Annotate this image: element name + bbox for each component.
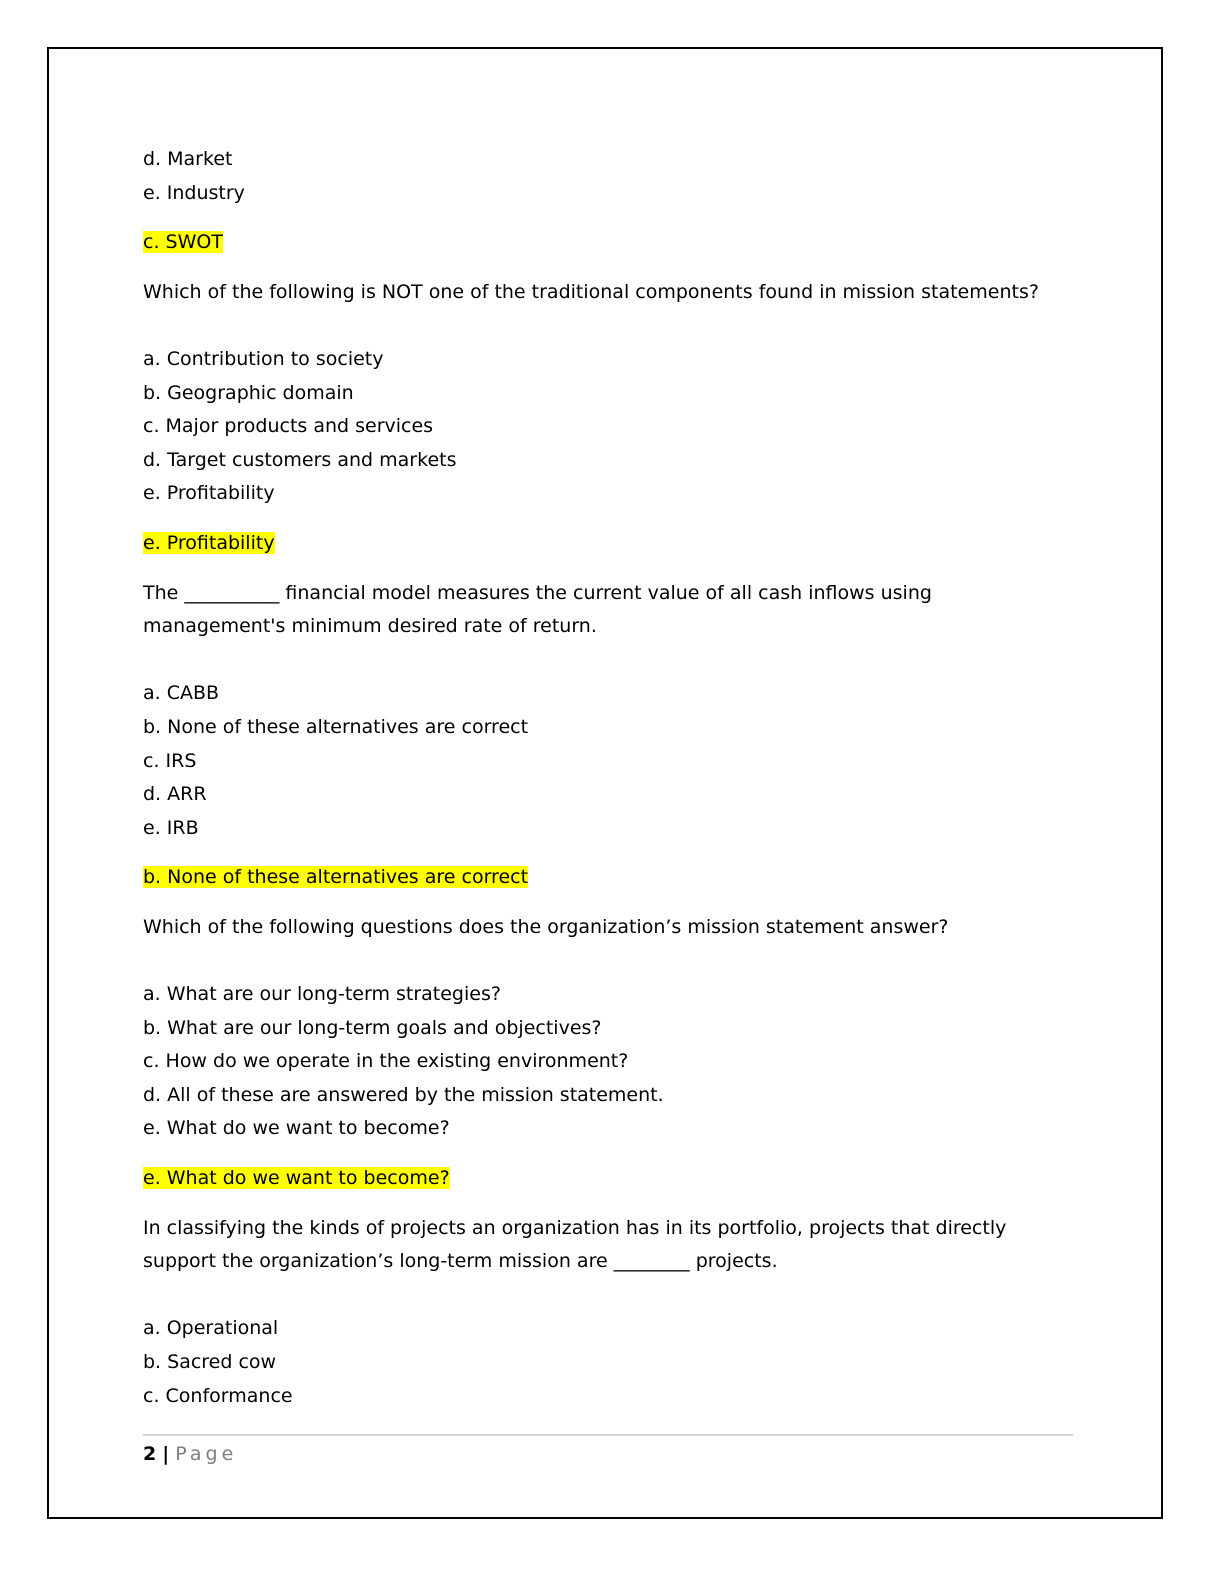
option-text: c. Major products and services [143, 415, 434, 438]
highlighted-answer: c. SWOT [143, 231, 223, 254]
option-text: e. Profitability [143, 482, 275, 505]
option-text: c. Conformance [143, 1384, 293, 1407]
question-text: In classifying the kinds of projects an organization has in its portfolio, projects that directly [143, 1216, 1007, 1239]
question-text: Which of the following is NOT one of the traditional components found in mission statements? [143, 280, 1039, 303]
option-text: b. Geographic domain [143, 381, 354, 404]
question-text: management's minimum desired rate of return. [143, 615, 597, 638]
footer-divider [143, 1434, 1073, 1436]
highlighted-answer: e. What do we want to become? [143, 1167, 450, 1190]
page-content [143, 143, 1083, 1413]
option-text: d. Target customers and markets [143, 448, 457, 471]
option-text: d. All of these are answered by the mission statement. [143, 1083, 664, 1106]
highlighted-answer: e. Profitability [143, 531, 275, 554]
option-text: b. None of these alternatives are correct [143, 715, 529, 738]
option-text: b. What are our long-term goals and objectives? [143, 1016, 602, 1039]
option-text: d. Market [143, 148, 233, 170]
option-text: a. What are our long-term strategies? [143, 983, 501, 1006]
page-label: Page [175, 1443, 238, 1465]
option-text: c. How do we operate in the existing environment? [143, 1050, 629, 1073]
highlighted-answer: b. None of these alternatives are correct [143, 866, 529, 889]
question-text: Which of the following questions does the organization’s mission statement answer? [143, 915, 949, 938]
page-number: 2 [143, 1443, 157, 1465]
footer-separator: | [162, 1443, 170, 1465]
option-text: a. CABB [143, 682, 220, 705]
option-text: a. Operational [143, 1317, 279, 1340]
option-text: e. IRB [143, 816, 199, 839]
option-text: e. Industry [143, 181, 245, 204]
option-text: c. IRS [143, 749, 197, 772]
question-text: The __________ financial model measures the current value of all cash inflows using [143, 581, 932, 604]
option-text: e. What do we want to become? [143, 1117, 450, 1140]
option-text: b. Sacred cow [143, 1351, 277, 1373]
option-text: d. ARR [143, 783, 207, 806]
option-text: a. Contribution to society [143, 347, 384, 370]
page-footer [143, 1439, 237, 1469]
question-text: support the organization’s long-term mission are ________ projects. [143, 1250, 778, 1273]
